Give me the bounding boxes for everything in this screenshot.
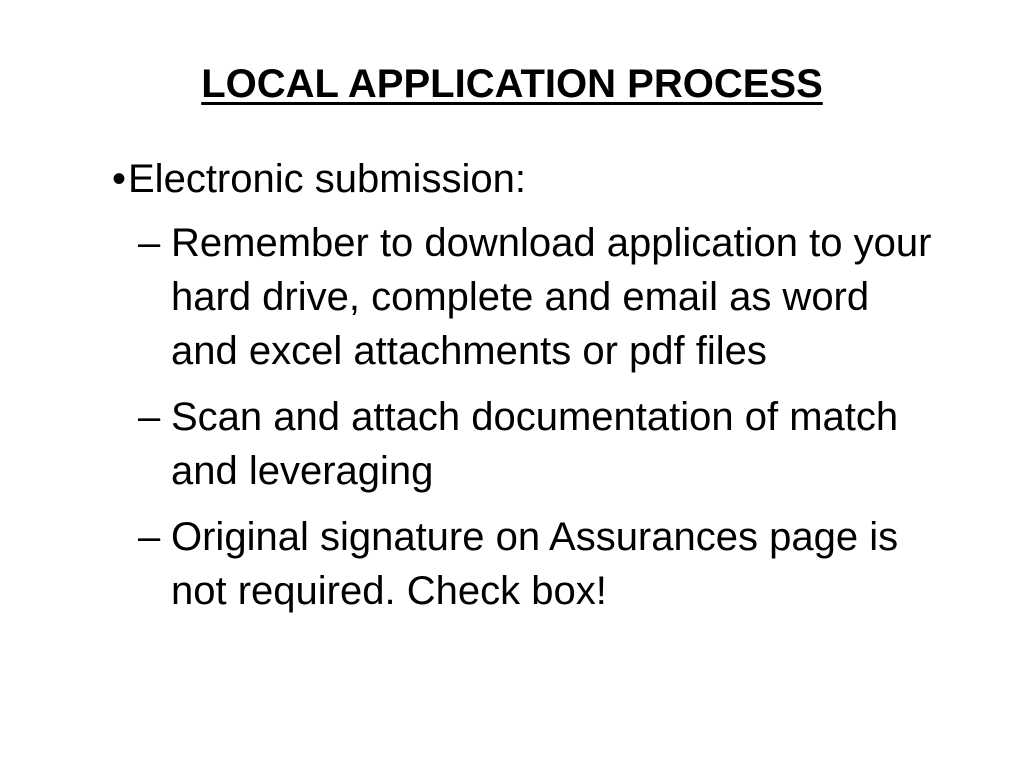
- sub-bullet-list: [138, 216, 972, 618]
- sub-bullet-dash: –: [138, 515, 161, 559]
- slide-title-text: LOCAL APPLICATION PROCESS: [201, 62, 823, 106]
- sub-bullet-text: Scan and attach documentation of match and leveraging: [171, 395, 899, 493]
- bullet-list: [112, 152, 972, 630]
- sub-bullet-dash: –: [138, 395, 161, 439]
- sub-bullet-item-scan: [138, 390, 972, 498]
- sub-bullet-text: Original signature on Assurances page is not required. Check box!: [171, 515, 899, 613]
- bullet-item-electronic-submission: [112, 152, 972, 206]
- slide-title: [0, 58, 1024, 110]
- bullet-marker: •: [112, 157, 127, 201]
- bullet-text: Electronic submission:: [128, 157, 526, 201]
- sub-bullet-item-signature: [138, 510, 972, 618]
- sub-bullet-text: Remember to download application to your hard drive, complete and email as word and excel attachments or pdf files: [171, 221, 932, 373]
- sub-bullet-dash: –: [138, 221, 161, 265]
- sub-bullet-item-download: [138, 216, 972, 378]
